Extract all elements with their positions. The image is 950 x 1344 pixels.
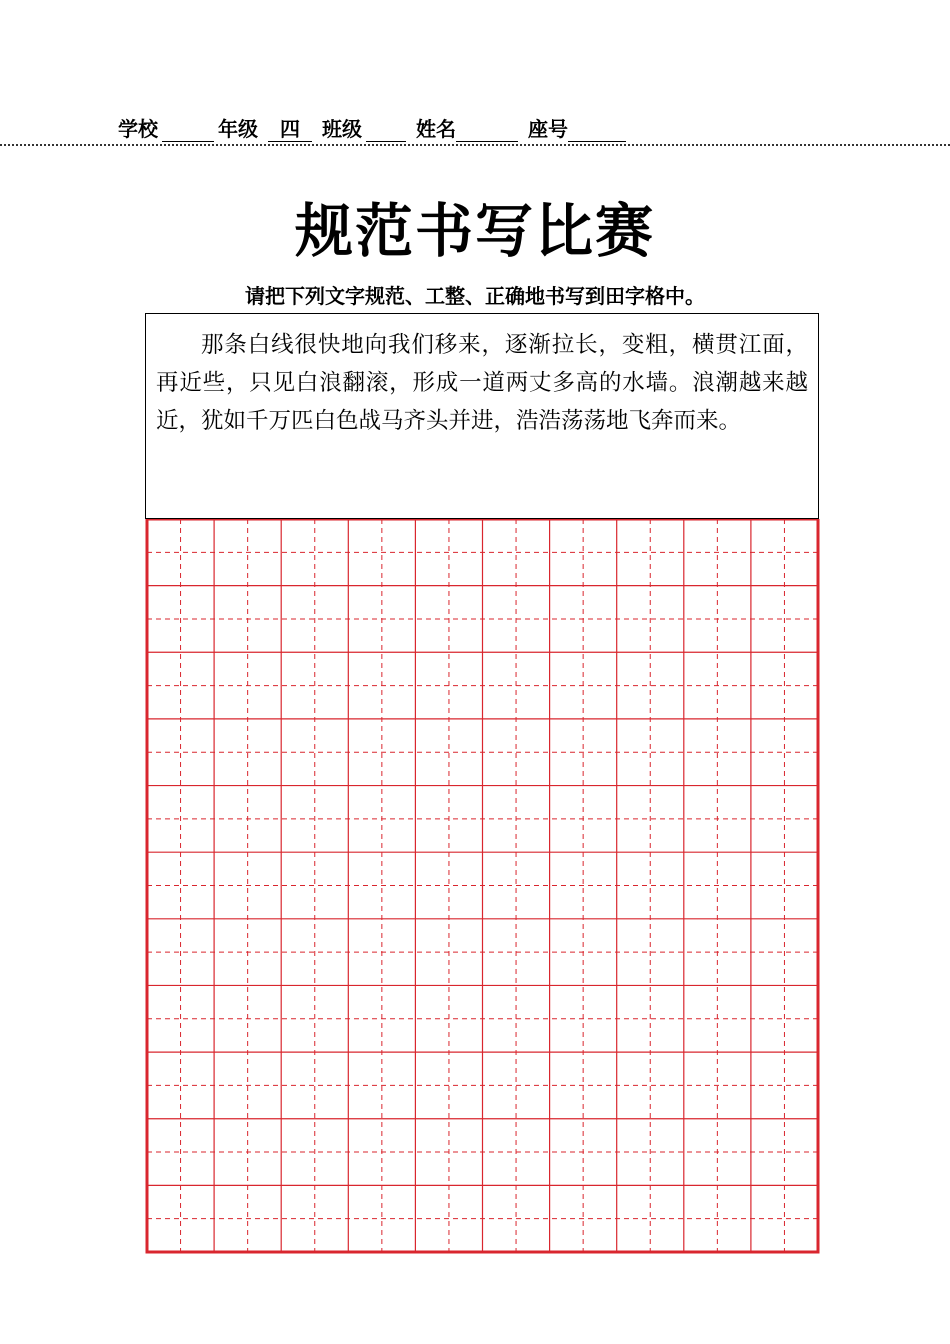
passage-text: 那条白线很快地向我们移来，逐渐拉长，变粗，横贯江面，再近些，只见白浪翻滚，形成一道两丈多高的水墙。浪潮越来越近，犹如千万匹白色战马齐头并进，浩浩荡荡地飞奔而来。	[156, 332, 808, 434]
writing-grid-svg	[145, 519, 820, 1255]
class-field[interactable]	[366, 117, 406, 142]
name-field[interactable]	[456, 117, 518, 142]
seat-field[interactable]	[568, 117, 626, 142]
grade-label: 年级	[218, 117, 258, 141]
school-label: 学校	[118, 117, 158, 141]
dotted-divider	[0, 144, 950, 146]
passage-box	[145, 313, 819, 519]
instruction-text: 请把下列文字规范、工整、正确地书写到田字格中。	[245, 284, 705, 308]
grade-field[interactable]: 四	[268, 117, 312, 142]
tianzige-grid[interactable]	[145, 519, 820, 1255]
class-label: 班级	[322, 117, 362, 141]
page-title: 规范书写比赛	[294, 197, 655, 265]
student-info-line	[118, 112, 630, 142]
name-label: 姓名	[416, 117, 456, 141]
seat-label: 座号	[528, 117, 568, 141]
school-field[interactable]	[162, 117, 214, 142]
